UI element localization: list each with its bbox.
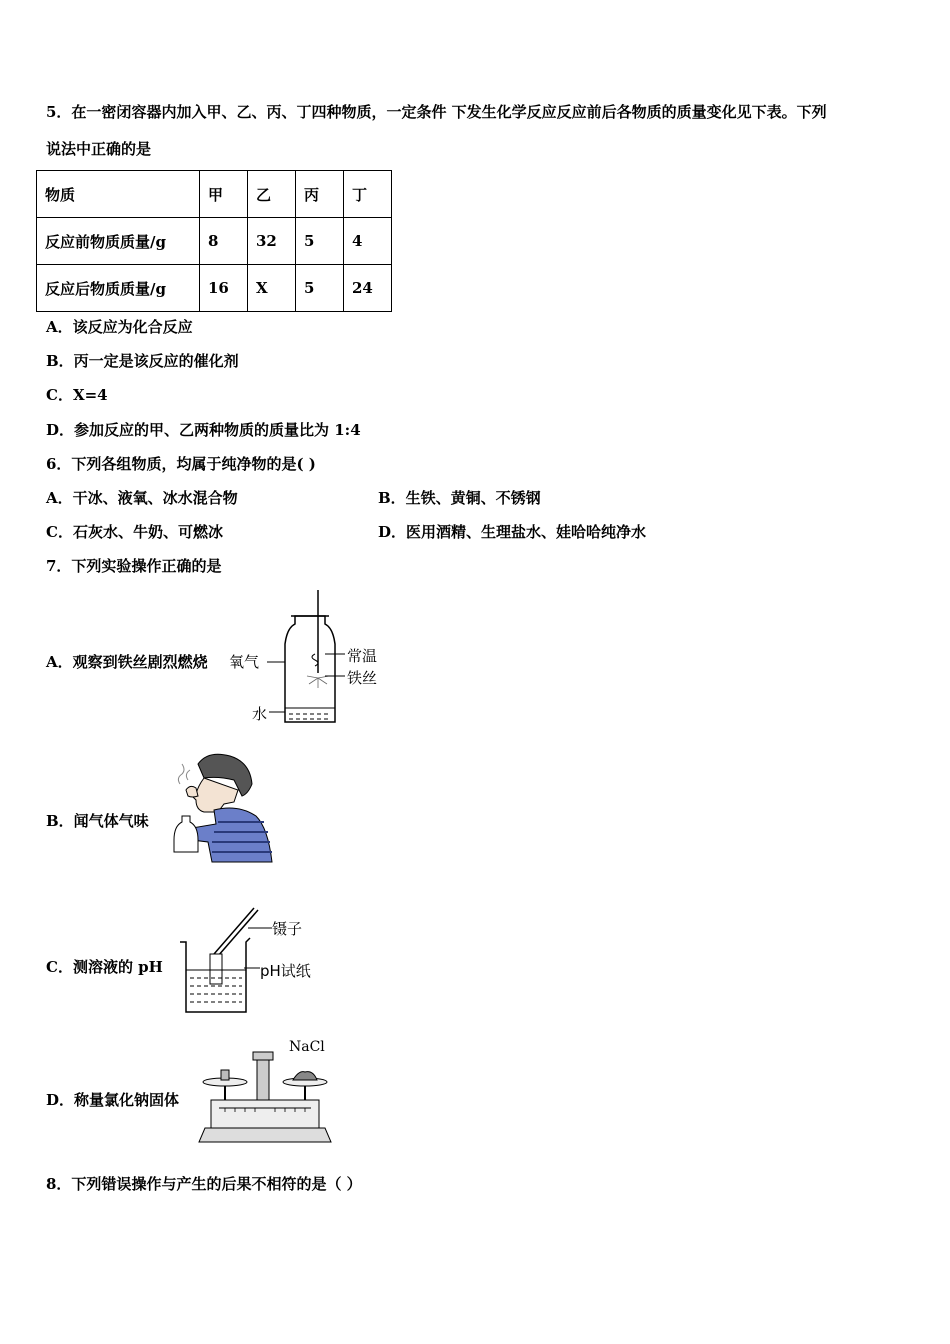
q7-option-c: C．测溶液的 pH (46, 958, 163, 976)
q7-option-d: D．称量氯化钠固体 (46, 1091, 180, 1109)
q5-option-c: C．X=4 (46, 386, 108, 404)
table-row (37, 265, 392, 312)
q7-option-a: A．观察到铁丝剧烈燃烧 (46, 653, 208, 671)
q6-option-a: A．干冰、液氧、冰水混合物 (46, 489, 238, 507)
table-header-cell: 物质 (37, 171, 200, 218)
q5-option-d: D．参加反应的甲、乙两种物质的质量比为 1:4 (46, 421, 361, 439)
q7-option-b: B．闻气体气味 (46, 812, 149, 830)
table-header-cell: 丁 (344, 171, 392, 218)
table-header-cell: 丙 (296, 171, 344, 218)
q7-stem: 7．下列实验操作正确的是 (46, 557, 222, 575)
table-cell: 32 (248, 218, 296, 265)
table-cell: 4 (344, 218, 392, 265)
nacl-label: NaCl (289, 1039, 325, 1055)
q6-option-b: B．生铁、黄铜、不锈钢 (378, 489, 541, 507)
ph-paper-label: pH试纸 (260, 962, 311, 980)
table-cell: 5 (296, 218, 344, 265)
table-cell: 反应后物质质量/g (37, 265, 200, 312)
q6-stem: 6．下列各组物质，均属于纯净物的是( ) (46, 455, 316, 473)
q5-stem-line1: 5．在一密闭容器内加入甲、乙、丙、丁四种物质，一定条件 下发生化学反应反应前后各物质的质量变化见下表。下列 (46, 103, 827, 121)
table-cell: 反应前物质质量/g (37, 218, 200, 265)
water-label: 水 (252, 705, 268, 723)
iron-wire-label: 铁丝 (347, 669, 378, 687)
q6-option-d: D．医用酒精、生理盐水、娃哈哈纯净水 (378, 523, 647, 541)
smelling-gas-figure (168, 750, 278, 865)
q5-option-a: A．该反应为化合反应 (46, 318, 193, 336)
table-header-cell: 甲 (200, 171, 248, 218)
balance-figure (195, 1050, 335, 1146)
q5-option-b: B．丙一定是该反应的催化剂 (46, 352, 239, 370)
q8-stem: 8．下列错误操作与产生的后果不相符的是（ ） (46, 1175, 362, 1193)
q6-option-c: C．石灰水、牛奶、可燃冰 (46, 523, 223, 541)
table-cell: 16 (200, 265, 248, 312)
room-temp-label: 常温 (347, 647, 378, 665)
table-cell: 8 (200, 218, 248, 265)
table-header-cell: 乙 (248, 171, 296, 218)
table-cell: 5 (296, 265, 344, 312)
oxygen-label: 氧气 (229, 653, 260, 671)
table-cell: 24 (344, 265, 392, 312)
tweezers-label: 镊子 (272, 920, 303, 938)
mass-table (36, 170, 392, 312)
table-row (37, 218, 392, 265)
table-header-row (37, 171, 392, 218)
q5-stem-line2: 说法中正确的是 (46, 140, 152, 158)
table-cell: X (248, 265, 296, 312)
